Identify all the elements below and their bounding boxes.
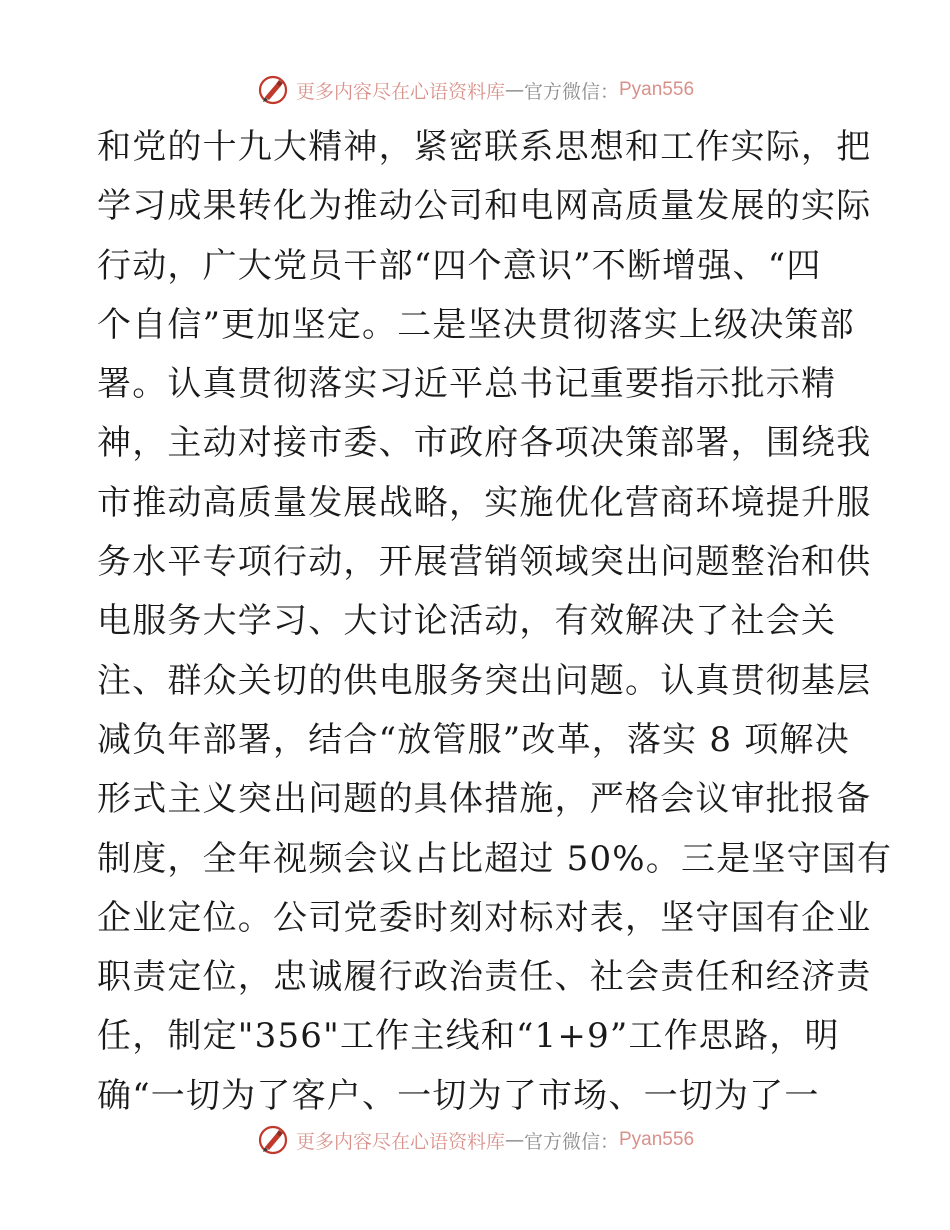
text-line: 务水平专项行动，开展营销领域突出问题整治和供 xyxy=(97,542,872,583)
library-logo-icon xyxy=(256,73,290,107)
text-line: 行动，广大党员干部“四个意识”不断增强、“四 xyxy=(97,245,822,286)
footer-dash: — xyxy=(504,1129,524,1151)
text-line: 神，主动对接市委、市政府各项决策部署，围绕我 xyxy=(97,423,872,464)
header-dash: — xyxy=(504,79,524,101)
text-line: 形式主义突出问题的具体措施，严格会议审批报备 xyxy=(97,779,872,820)
text-line: 职责定位，忠诚履行政治责任、社会责任和经济责 xyxy=(97,957,872,998)
library-logo-icon xyxy=(256,1123,290,1157)
text-line: 和党的十九大精神，紧密联系思想和工作实际，把 xyxy=(97,127,872,167)
text-line: 确“一切为了客户、一切为了市场、一切为了一 xyxy=(97,1075,820,1116)
footer-wechat-label: 官方微信： xyxy=(523,1130,619,1153)
text-line: 署。认真贯彻落实习近平总书记重要指示批示精 xyxy=(97,364,837,405)
text-line: 注、群众关切的供电服务突出问题。认真贯彻基层 xyxy=(97,660,872,701)
text-line: 市推动高质量发展战略，实施优化营商环境提升服 xyxy=(97,482,872,523)
body-text xyxy=(97,118,893,1126)
text-line: 减负年部署，结合“放管服”改革，落实 8 项解决 xyxy=(97,719,850,760)
header-banner xyxy=(0,70,950,110)
text-line: 个自信”更加坚定。二是坚决贯彻落实上级决策部 xyxy=(97,304,855,345)
header-library-text: 更多内容尽在心语资料库 xyxy=(295,80,505,103)
header-wechat-label: 官方微信： xyxy=(523,80,619,103)
text-line: 电服务大学习、大讨论活动，有效解决了社会关 xyxy=(97,601,837,642)
footer-library-text: 更多内容尽在心语资料库 xyxy=(295,1130,505,1153)
text-line: 任，制定"356"工作主线和“1+9”工作思路，明 xyxy=(97,1016,840,1057)
footer-wechat-id: Pyan556 xyxy=(619,1129,695,1150)
text-line: 制度，全年视频会议占比超过 50%。三是坚守国有 xyxy=(97,838,893,879)
text-line: 学习成果转化为推动公司和电网高质量发展的实际 xyxy=(97,186,872,227)
footer-banner xyxy=(0,1120,950,1160)
header-wechat-id: Pyan556 xyxy=(619,79,695,100)
text-line: 企业定位。公司党委时刻对标对表，坚守国有企业 xyxy=(97,897,872,938)
